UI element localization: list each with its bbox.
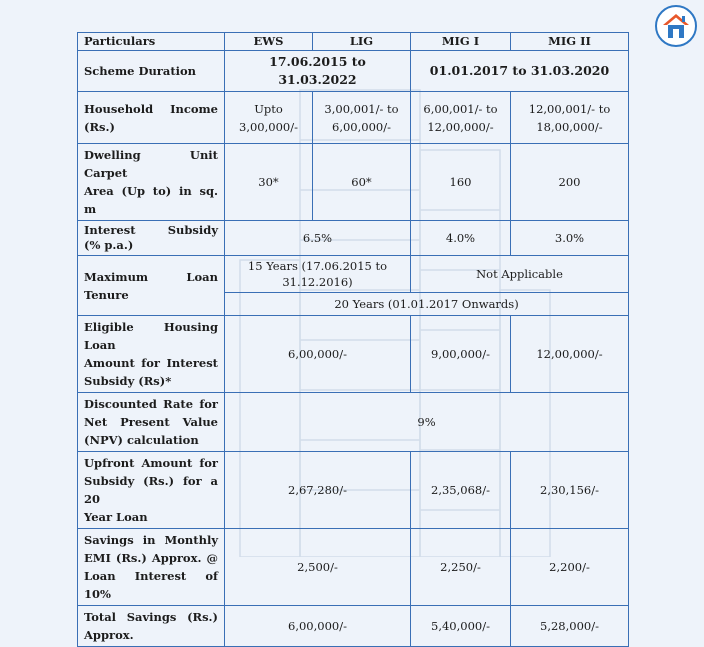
upfront-amount-mig2: 2,30,156/- — [511, 452, 629, 529]
emi-savings-label — [78, 529, 225, 606]
scheme-duration-ews-lig: 17.06.2015 to 31.03.2022 — [225, 51, 411, 92]
upfront-amount-label-line3: Year Loan — [84, 510, 148, 524]
interest-subsidy-mig2: 3.0% — [511, 221, 629, 256]
total-savings-mig2: 5,28,000/- — [511, 606, 629, 647]
upfront-amount-mig1: 2,35,068/- — [411, 452, 511, 529]
table-row-scheme-duration — [78, 51, 629, 92]
household-income-label — [78, 92, 225, 144]
table-header-row — [78, 33, 629, 51]
eligible-loan-label — [78, 316, 225, 393]
house-logo-icon — [655, 5, 697, 47]
max-tenure-label — [78, 256, 225, 316]
household-income-ews: Upto 3,00,000/- — [225, 92, 313, 144]
max-tenure-all: 20 Years (01.01.2017 Onwards) — [225, 293, 629, 316]
emi-savings-label-line3: Loan Interest of 10% — [84, 569, 218, 601]
table-row-eligible-loan — [78, 316, 629, 393]
eligible-loan-mig1: 9,00,000/- — [411, 316, 511, 393]
max-tenure-ews-lig: 15 Years (17.06.2015 to 31.12.2016) — [225, 256, 411, 293]
eligible-loan-label-line2: Amount for Interest — [84, 356, 218, 370]
discount-rate-label-line3: (NPV) calculation — [84, 433, 199, 447]
total-savings-label-line2: Approx. — [84, 628, 134, 642]
carpet-area-mig2: 200 — [511, 144, 629, 221]
total-savings-ews-lig: 6,00,000/- — [225, 606, 411, 647]
emi-savings-ews-lig: 2,500/- — [225, 529, 411, 606]
header-mig2: MIG II — [511, 33, 629, 51]
discount-rate-label — [78, 393, 225, 452]
carpet-area-label — [78, 144, 225, 221]
table-row-interest-subsidy — [78, 221, 629, 256]
emi-savings-mig2: 2,200/- — [511, 529, 629, 606]
header-mig1: MIG I — [411, 33, 511, 51]
carpet-area-mig1: 160 — [411, 144, 511, 221]
household-income-lig: 3,00,001/- to 6,00,000/- — [313, 92, 411, 144]
carpet-area-lig: 60* — [313, 144, 411, 221]
household-income-label-line1: Household Income — [84, 101, 218, 116]
carpet-area-label-line1: Dwelling Unit Carpet — [84, 148, 218, 180]
emi-savings-mig1: 2,250/- — [411, 529, 511, 606]
eligible-loan-label-line1: Eligible Housing Loan — [84, 320, 218, 352]
max-tenure-mig: Not Applicable — [411, 256, 629, 293]
table-row-upfront-amount — [78, 452, 629, 529]
carpet-area-ews: 30* — [225, 144, 313, 221]
upfront-amount-label-line2: Subsidy (Rs.) for a 20 — [84, 474, 218, 506]
household-income-mig2: 12,00,001/- to 18,00,000/- — [511, 92, 629, 144]
discount-rate-label-line2: Net Present Value — [84, 415, 218, 429]
total-savings-mig1: 5,40,000/- — [411, 606, 511, 647]
total-savings-label-line1: Total Savings (Rs.) — [84, 610, 218, 624]
table-row-total-savings — [78, 606, 629, 647]
household-income-label-line2: (Rs.) — [84, 119, 115, 134]
scheme-duration-label: Scheme Duration — [78, 51, 225, 92]
header-ews: EWS — [225, 33, 313, 51]
carpet-area-label-line2: Area (Up to) in sq. m — [84, 184, 218, 216]
upfront-amount-ews-lig: 2,67,280/- — [225, 452, 411, 529]
header-lig: LIG — [313, 33, 411, 51]
upfront-amount-label — [78, 452, 225, 529]
eligible-loan-mig2: 12,00,000/- — [511, 316, 629, 393]
clss-scheme-table — [77, 32, 629, 647]
discount-rate-label-line1: Discounted Rate for — [84, 397, 218, 411]
interest-subsidy-label-line2: (% p.a.) — [84, 238, 134, 252]
table-row-max-tenure-a — [78, 256, 629, 293]
total-savings-label — [78, 606, 225, 647]
table-row-household-income — [78, 92, 629, 144]
scheme-duration-mig: 01.01.2017 to 31.03.2020 — [411, 51, 629, 92]
emi-savings-label-line1: Savings in Monthly — [84, 533, 218, 547]
table-row-emi-savings — [78, 529, 629, 606]
emi-savings-label-line2: EMI (Rs.) Approx. @ — [84, 551, 218, 565]
table-row-carpet-area — [78, 144, 629, 221]
max-tenure-label-line2: Tenure — [84, 287, 129, 302]
eligible-loan-ews-lig: 6,00,000/- — [225, 316, 411, 393]
interest-subsidy-ews-lig: 6.5% — [225, 221, 411, 256]
interest-subsidy-mig1: 4.0% — [411, 221, 511, 256]
household-income-mig1: 6,00,001/- to 12,00,000/- — [411, 92, 511, 144]
max-tenure-label-line1: Maximum Loan — [84, 269, 218, 284]
header-particulars: Particulars — [78, 33, 225, 51]
upfront-amount-label-line1: Upfront Amount for — [84, 456, 218, 470]
discount-rate-all: 9% — [225, 393, 629, 452]
table-row-discount-rate — [78, 393, 629, 452]
eligible-loan-label-line3: Subsidy (Rs)* — [84, 374, 172, 388]
interest-subsidy-label — [78, 221, 225, 256]
interest-subsidy-label-line1: Interest Subsidy — [84, 223, 218, 237]
